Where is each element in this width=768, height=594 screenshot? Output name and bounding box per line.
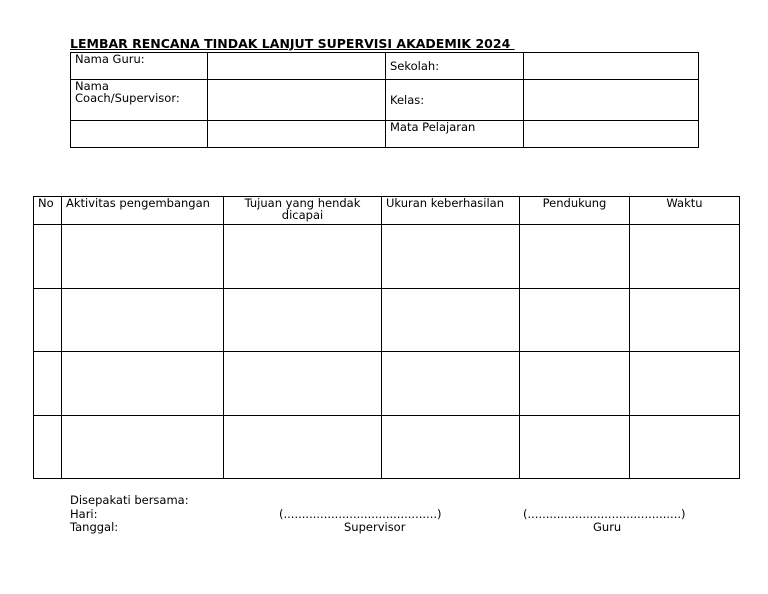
header-waktu: Waktu (630, 197, 740, 225)
plan-header-row (34, 197, 740, 225)
header-aktivitas: Aktivitas pengembangan (62, 197, 224, 225)
cell (224, 416, 382, 479)
cell (34, 352, 62, 416)
cell (630, 416, 740, 479)
supervisor-signature-line: (..........................................) (279, 507, 442, 521)
table-row (34, 225, 740, 289)
agreement-label: Disepakati bersama: (70, 493, 189, 507)
cell (224, 289, 382, 352)
cell (62, 225, 224, 289)
cell (630, 225, 740, 289)
cell (34, 416, 62, 479)
info-table (70, 52, 699, 148)
header-tujuan: Tujuan yang hendak dicapai (224, 197, 382, 225)
sekolah-label: Sekolah: (386, 53, 524, 80)
tanggal-label: Tanggal: (70, 520, 119, 534)
cell (630, 289, 740, 352)
nama-guru-value (208, 53, 386, 80)
cell (382, 416, 520, 479)
cell (382, 289, 520, 352)
header-ukuran: Ukuran keberhasilan (382, 197, 520, 225)
cell (630, 352, 740, 416)
supervisor-label: Supervisor (344, 520, 406, 534)
cell (62, 352, 224, 416)
kelas-label: Kelas: (386, 80, 524, 121)
cell (520, 289, 630, 352)
cell (520, 225, 630, 289)
nama-coach-value (208, 80, 386, 121)
header-no: No (34, 197, 62, 225)
plan-table (33, 196, 740, 479)
table-row (34, 289, 740, 352)
page-title: LEMBAR RENCANA TINDAK LANJUT SUPERVISI AKADEMIK 2024 (70, 36, 515, 51)
nama-guru-label: Nama Guru: (71, 53, 208, 80)
cell (62, 289, 224, 352)
header-pendukung: Pendukung (520, 197, 630, 225)
hari-label: Hari: (70, 507, 98, 521)
cell (382, 225, 520, 289)
guru-label: Guru (593, 520, 622, 534)
table-row (34, 416, 740, 479)
cell (382, 352, 520, 416)
cell (62, 416, 224, 479)
blank-label-cell (71, 121, 208, 148)
kelas-value (524, 80, 699, 121)
table-row (34, 352, 740, 416)
blank-value-cell (208, 121, 386, 148)
nama-coach-label: Nama Coach/Supervisor: (71, 80, 208, 121)
guru-signature-line: (..........................................) (523, 507, 686, 521)
mata-pelajaran-value (524, 121, 699, 148)
mata-pelajaran-label: Mata Pelajaran (386, 121, 524, 148)
cell (224, 225, 382, 289)
cell (224, 352, 382, 416)
sekolah-value (524, 53, 699, 80)
cell (34, 225, 62, 289)
cell (520, 352, 630, 416)
cell (520, 416, 630, 479)
cell (34, 289, 62, 352)
